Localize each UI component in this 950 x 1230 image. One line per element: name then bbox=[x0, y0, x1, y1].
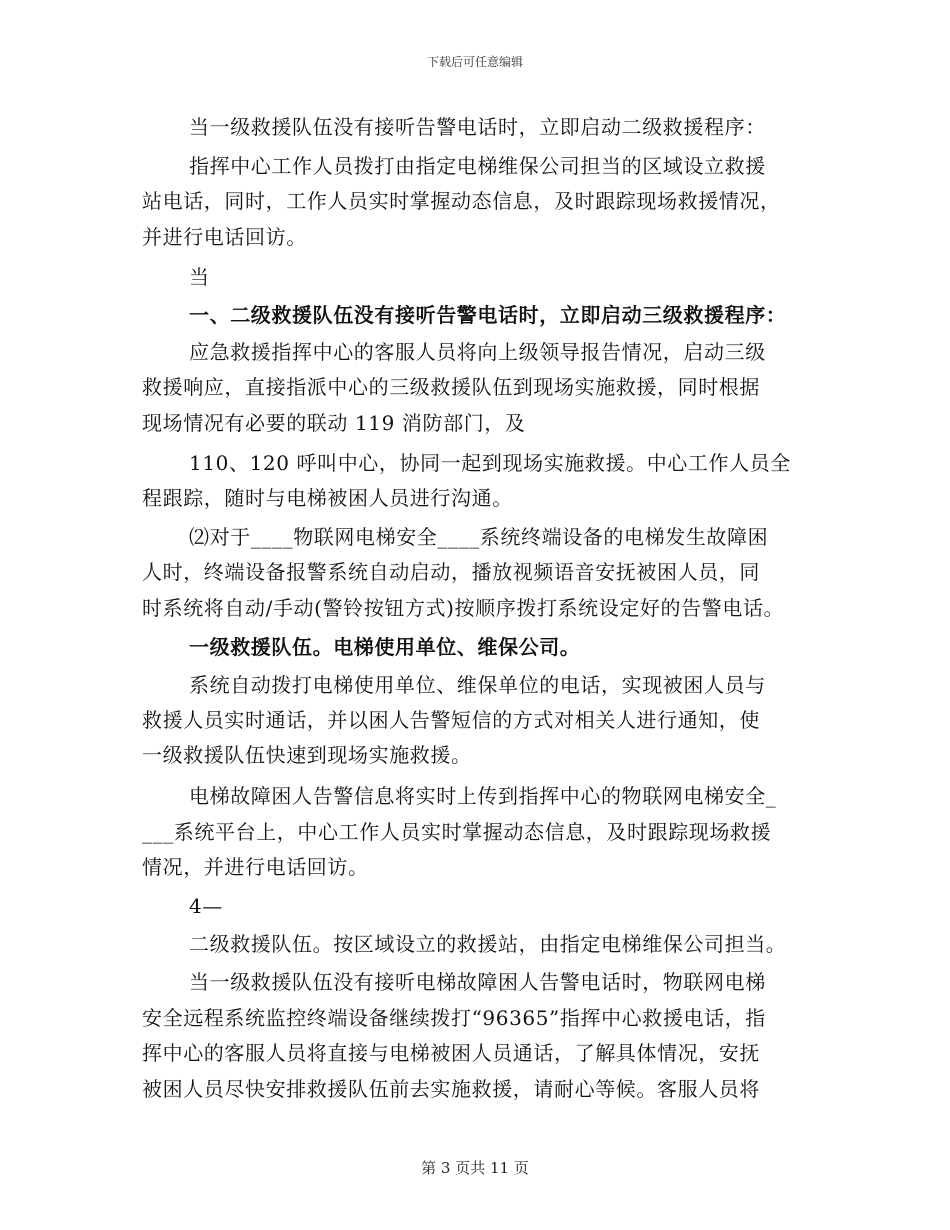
paragraph-line: 现场情况有必要的联动 119 消防部门，及 bbox=[142, 411, 526, 435]
paragraph-line: 并进行电话回访。 bbox=[142, 225, 307, 249]
paragraph-line: 二级救援队伍。按区域设立的救援站，由指定电梯维保公司担当。 bbox=[189, 932, 787, 956]
paragraph-line: 指挥中心工作人员拨打由指定电梯维保公司担当的区域设立救援 bbox=[189, 154, 766, 178]
paragraph-line: 人时，终端设备报警系统自动启动，播放视频语音安抚被困人员，同 bbox=[142, 560, 760, 584]
paragraph-line: 110、120 呼叫中心，协同一起到现场实施救援。中心工作人员全 bbox=[189, 451, 791, 475]
paragraph-line: ___系统平台上，中心工作人员实时掌握动态信息，及时跟踪现场救援 bbox=[142, 820, 772, 844]
paragraph-line: 时系统将自动/手动(警铃按钮方式)按顺序拨打系统设定好的告警电话。 bbox=[142, 596, 785, 620]
paragraph-line: 被困人员尽快安排救援队伍前去实施救援，请耐心等候。客服人员将 bbox=[142, 1077, 760, 1101]
paragraph-line: 当一级救援队伍没有接听电梯故障困人告警电话时，物联网电梯 bbox=[189, 970, 766, 994]
paragraph-line: 4— bbox=[189, 894, 223, 918]
paragraph-line: 情况，并进行电话回访。 bbox=[142, 855, 369, 879]
paragraph-line: 安全远程系统监控终端设备继续拨打“96365”指挥中心救援电话，指 bbox=[142, 1006, 766, 1030]
paragraph-line: 一、二级救援队伍没有接听告警电话时，立即启动三级救援程序： bbox=[189, 303, 787, 327]
paragraph-line: 程跟踪，随时与电梯被困人员进行沟通。 bbox=[142, 486, 513, 510]
paragraph-line: 电梯故障困人告警信息将实时上传到指挥中心的物联网电梯安全_ bbox=[189, 784, 777, 808]
paragraph-line: 救援人员实时通话，并以困人告警短信的方式对相关人进行通知，使 bbox=[142, 708, 760, 732]
paragraph-line: 挥中心的客服人员将直接与电梯被困人员通话，了解具体情况，安抚 bbox=[142, 1041, 760, 1065]
paragraph-line: 当一级救援队伍没有接听告警电话时，立即启动二级救援程序： bbox=[189, 115, 766, 139]
paragraph-line: 救援响应，直接指派中心的三级救援队伍到现场实施救援，同时根据 bbox=[142, 375, 760, 399]
paragraph-line: 一级救援队伍。电梯使用单位、维保公司。 bbox=[189, 635, 581, 659]
paragraph-line: 应急救援指挥中心的客服人员将向上级领导报告情况，启动三级 bbox=[189, 340, 766, 364]
paragraph-line: 一级救援队伍快速到现场实施救援。 bbox=[142, 743, 472, 767]
page-footer: 第 3 页共 11 页 bbox=[421, 1159, 529, 1177]
paragraph-line: 系统自动拨打电梯使用单位、维保单位的电话，实现被困人员与 bbox=[189, 673, 766, 697]
paragraph-line: 当 bbox=[189, 265, 210, 289]
paragraph-line: 站电话，同时，工作人员实时掌握动态信息，及时跟踪现场救援情况， bbox=[142, 189, 781, 213]
paragraph-line: ⑵对于____物联网电梯安全____系统终端设备的电梯发生故障困 bbox=[189, 525, 769, 549]
page-header: 下载后可任意编辑 bbox=[426, 55, 523, 69]
